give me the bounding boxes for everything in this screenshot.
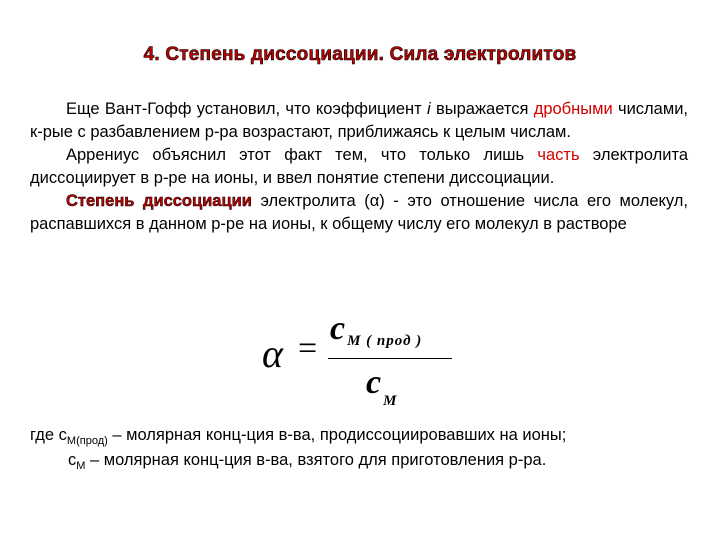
formula-alpha: α [262, 331, 283, 376]
p3-text-2: электролита (α) - это отношение числа его молекул, распавшихся в данном р-ре на ионы, к общему числу его молекул в растворе [30, 192, 689, 233]
legend-2-subscript: М [76, 460, 86, 472]
legend-1-subscript: М(прод) [66, 435, 108, 447]
term-degree-of-dissociation: Степень диссоциации [66, 192, 252, 210]
formula-denominator [366, 364, 397, 409]
paragraph-arrhenius [30, 144, 688, 190]
p1-text-5: числами, к-рые с разбавлением р-ра возрастают, приближаясь к целым числам. [30, 100, 688, 141]
denominator-subscript: M [383, 393, 397, 409]
p2-text-3: электролита диссоциирует в р-ре на ионы, и ввел понятие степени диссоциации. [30, 146, 688, 187]
legend-1-text: – молярная конц-ция в-ва, продиссоциировавших на ионы; [107, 426, 567, 444]
formula-equals: = [298, 330, 318, 367]
fraction-line [328, 358, 452, 359]
paragraph-vant-hoff [30, 98, 688, 144]
legend-1-prefix: где с [30, 426, 67, 444]
p1-text-1: Еще Вант-Гофф установил, что коэффициент [66, 100, 428, 118]
highlight-part: часть [537, 146, 580, 164]
formula-numerator [330, 310, 423, 349]
formula-legend [30, 424, 710, 474]
paragraph-definition [30, 190, 688, 236]
p1-text-3: выражается [430, 100, 534, 118]
legend-line-2 [30, 449, 710, 474]
p2-text-1: Аррениус объяснил этот факт тем, что только лишь [66, 146, 538, 164]
coefficient-i: i [427, 100, 431, 118]
legend-line-1 [30, 424, 710, 449]
numerator-c: c [330, 310, 346, 347]
legend-2-prefix: с [68, 451, 77, 469]
page-title: 4. Степень диссоциации. Сила электролитов [143, 44, 577, 65]
highlight-fractional: дробными [533, 100, 613, 118]
legend-2-text: – молярная конц-ция в-ва, взятого для приготовления р-ра. [85, 451, 547, 469]
body-text [30, 98, 688, 236]
alpha-formula [262, 312, 462, 407]
denominator-c: c [366, 364, 382, 401]
numerator-subscript: M ( прод ) [347, 333, 423, 349]
